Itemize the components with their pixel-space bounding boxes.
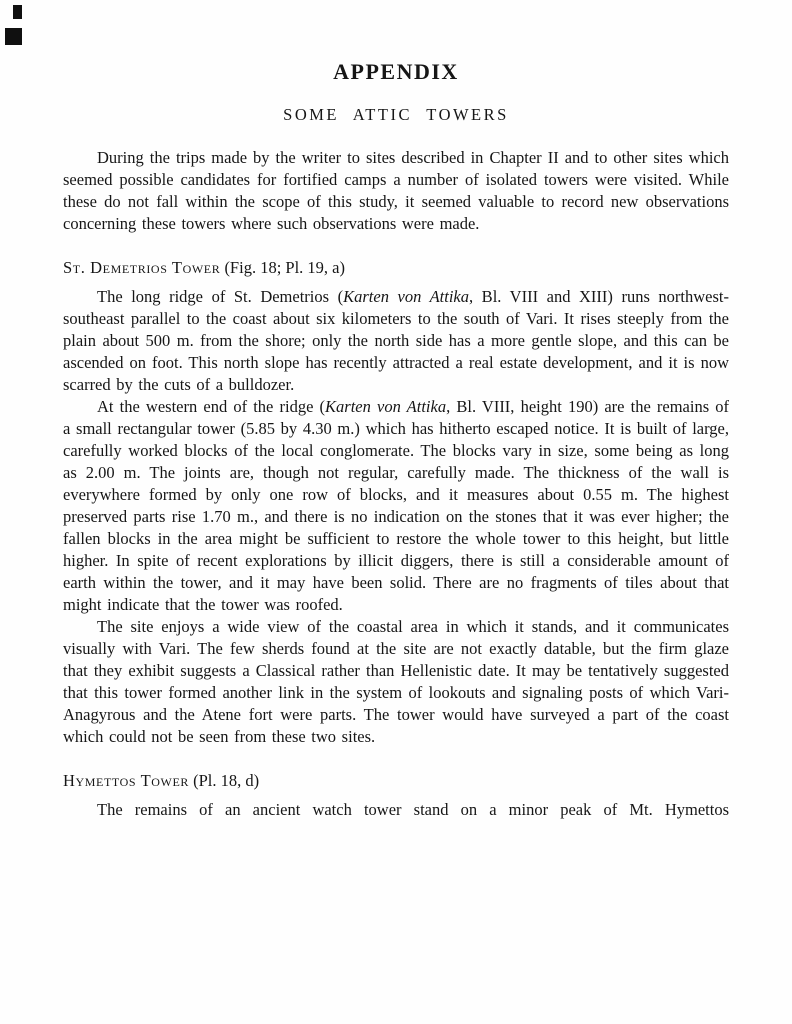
- heading-reference: (Fig. 18; Pl. 19, a): [220, 258, 345, 278]
- paragraph: At the western end of the ridge (Karten von Attika, Bl. VIII, height 190) are the remains of a small rectangular tower (5.85 by 4.30 m.) which has hitherto escaped notice. It is built of large, carefully worked blocks of the local conglomerate. The blocks vary in size, some being as long as 2.00 m. The joints are, though not regular, carefully made. The thickness of the wall is everywhere formed by only one row of blocks, and it measures about 0.55 m. The highest preserved parts rise 1.70 m., and there is no indication on the stones that it was ever higher; the fallen blocks in the area might be sufficient to restore the whole tower to this height, but little higher. In spite of recent explorations by illicit diggers, there is still a considerable amount of earth within the tower, and it may have been solid. There are no fragments of tiles about that might indicate that the tower was roofed.: [63, 397, 730, 615]
- heading-reference: (Pl. 18, d): [189, 771, 260, 791]
- heading-smallcaps: St. Demetrios Tower: [63, 258, 221, 278]
- page-title: APPENDIX: [333, 59, 459, 84]
- heading-st-demetrios-tower: [63, 257, 729, 279]
- paragraph: During the trips made by the writer to sites described in Chapter II and to other sites which seemed possible candidates for fortified camps a number of isolated towers were visited. While these do not fall within the scope of this study, it seemed valuable to record new observations concerning these towers where such observations were made.: [63, 148, 729, 234]
- scan-artifact: [13, 5, 22, 19]
- paragraph: The site enjoys a wide view of the coastal area in which it stands, and it communicates visually with Vari. The few sherds found at the site are not exactly datable, but the firm glaze that they exhibit suggests a Classical rather than Hellenistic date. It may be tentatively suggested that this tower formed another link in the system of lookouts and signaling posts of which Vari-Anagyrous and the Atene fort were parts. The tower would have surveyed a part of the coast which could not be seen from these two sites.: [63, 617, 729, 747]
- paragraph: The remains of an ancient watch tower stand on a minor peak of Mt. Hymettos: [97, 800, 729, 820]
- heading-hymettos-tower: [63, 770, 729, 792]
- heading-smallcaps: Hymettos Tower: [63, 771, 189, 791]
- section-subtitle: SOME ATTIC TOWERS: [283, 105, 509, 125]
- scan-artifact: [5, 28, 22, 45]
- paragraph: The long ridge of St. Demetrios (Karten von Attika, Bl. VIII and XIII) runs northwest-southeast parallel to the coast about six kilometers to the south of Vari. It rises steeply from the plain about 500 m. from the shore; only the north side has a more gentle slope, and this can be ascended on foot. This north slope has recently attracted a real estate development, and it is now scarred by the cuts of a bulldozer.: [63, 287, 729, 395]
